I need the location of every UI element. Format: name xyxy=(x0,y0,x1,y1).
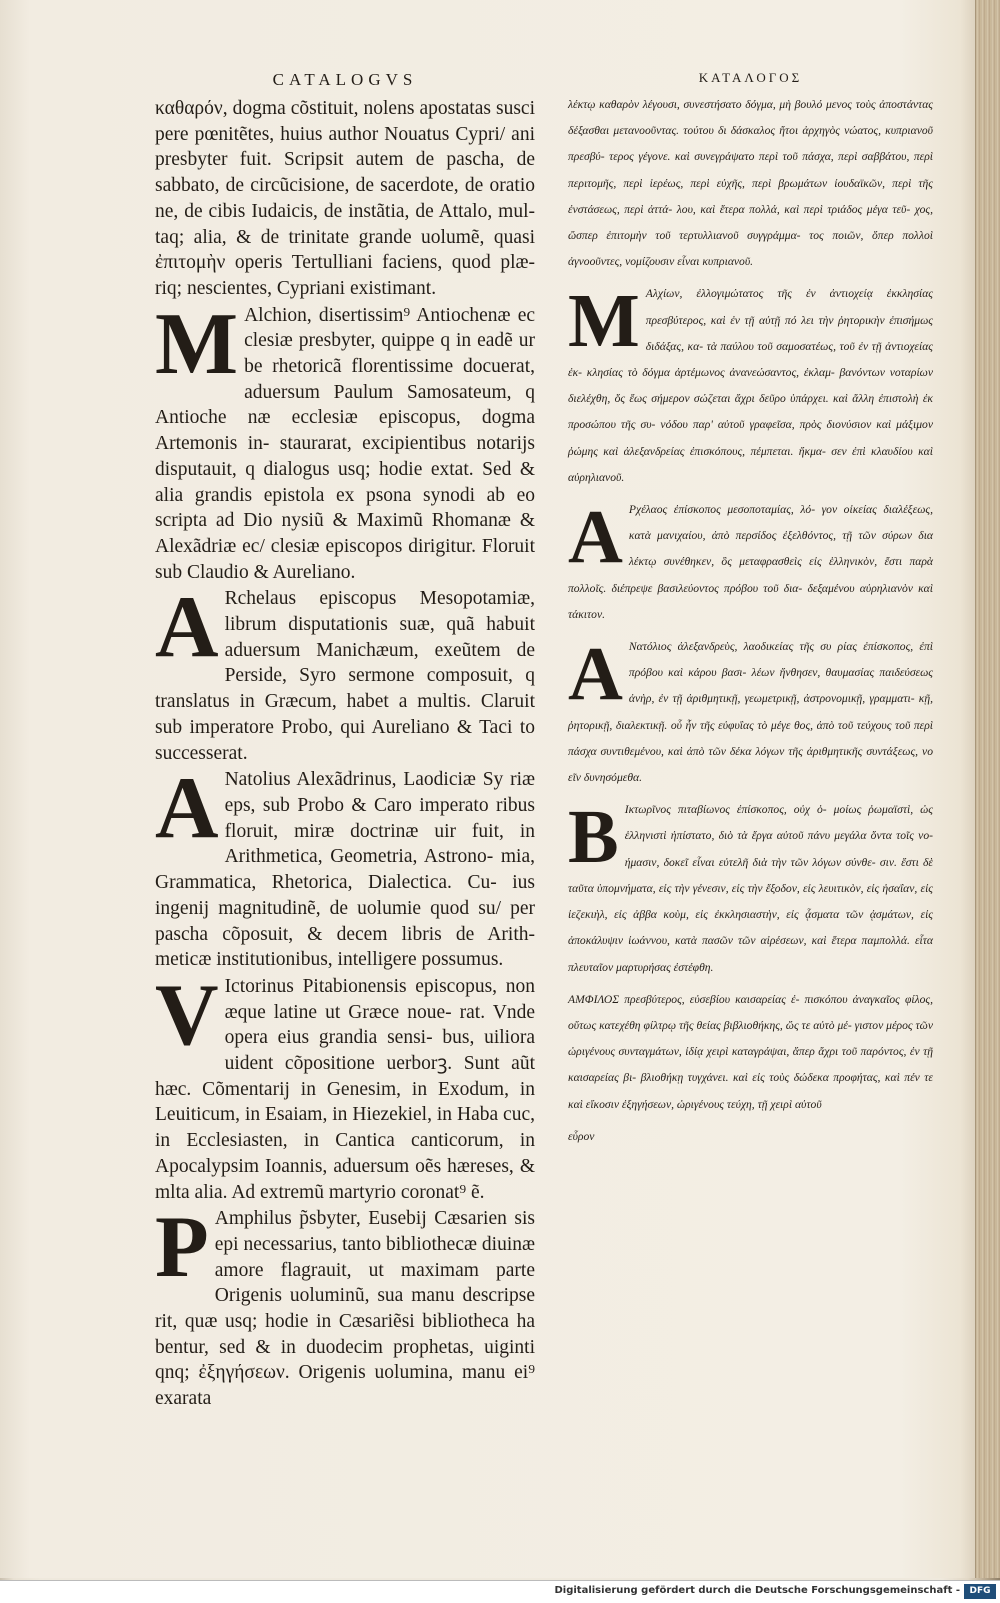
latin-paragraph-text: καθαρόν, dogma cõstituit, nolens apostatas susci pere pœnitẽtes, huius author Nouatus Cypri/ ani presbyter fuit. Scripsit autem de pascha, de sabbato, de circũcisione, de sacerdote, de oratio ne, de cibis Iudaicis, de instãtia, de Attalo, mul- taq; alia, & de trinitate grande uolumẽ, quasi ἐπιτομὴν operis Tertulliani faciens, quod plæ- riq; nescientes, Cypriani existimant. xyxy=(155,98,535,299)
drop-capital: P xyxy=(155,1199,209,1297)
latin-column xyxy=(155,70,535,1413)
digitization-footer xyxy=(0,1580,1000,1603)
greek-paragraph xyxy=(568,634,933,791)
latin-paragraph-text: Natolius Alexãdrinus, Laodiciæ Sy riæ eps, sub Probo & Caro imperato ribus floruit, miræ doctrinæ uir fuit, in Arithmetica, Geometria, Astrono- mia, Grammatica, Rhetorica, Dialectica. Cu- ius ingenij magnitudinẽ, de uolumie quod su/ per pascha cõposuit, & decem libris de Arith- meticæ institutionibus, intelligere possumus. xyxy=(155,769,535,971)
greek-paragraph-text: λέκτῳ καθαρὸν λέγουσι, συνεστήσατο δόγμα, μὴ βουλό μενος τοὺς ἀποστάντας δέξασθαι μετανοοῦντας. τούτου δι δάσκαλος ἤτοι ἀρχηγὸς νώατος, κυπριανοῦ πρεσβύ- τερος γέγονε. καὶ συνεγράψατο περὶ τοῦ πάσχα, περὶ σαββάτου, περὶ περιτομῆς, περὶ ἱερέως, περὶ εὐχῆς, περὶ βρωμάτων ἰουδαϊκῶν, περὶ τῆς ἐνστάσεως, περὶ ἀττά- λου, καὶ ἕτερα πολλά, καὶ περὶ τριάδος μέγα τεῦ- χος, ὥσπερ ἐπιτομὴν τοῦ τερτυλλιανοῦ συγγράμμα- τος ποιῶν, ὅπερ πολλοὶ ἀγνοοῦντες, νομίζουσιν εἶναι κυπριανοῦ. xyxy=(568,98,933,269)
greek-paragraph-text: Ρχέλαος ἐπίσκοπος μεσοποταμίας, λό- γον οἰκείας διαλέξεως, κατὰ μανιχαίου, ἀπὸ περσίδος ἐξελθόντος, τῇ τῶν σύρων δια λέκτῳ συνέθηκεν, ὃς μεταφρασθεὶς εἰς ἑλληνικὸν, ἔστι παρὰ πολλοῖς. διέπρεψε βασιλεύοντος πρόβου τοῦ δια- δεξαμένου αὐρηλιανὸν καὶ τάκιτον. xyxy=(568,503,933,621)
drop-capital: M xyxy=(155,295,239,393)
latin-paragraph xyxy=(155,579,535,766)
latin-paragraph xyxy=(155,966,535,1205)
drop-capital: V xyxy=(155,966,219,1064)
drop-capital: A xyxy=(155,760,219,858)
latin-paragraph xyxy=(155,96,535,302)
latin-running-head: CATALOGVS xyxy=(272,70,418,89)
greek-paragraph-text: Ικτωρῖνος πιταβίωνος ἐπίσκοπος, οὐχ ὁ- μοίως ῥωμαϊστὶ, ὡς ἑλληνιστὶ ἠπίστατο, διὸ τὰ ἔργα αὐτοῦ πάνυ μεγάλα ὄντα τοῖς νο- ήμασιν, δοκεῖ εἶναι εὐτελῆ διὰ τὴν τῶν λόγων σύνθε- σιν. ἔστι δὲ ταῦτα ὑπομνήματα, εἰς τὴν γένεσιν, εἰς τὴν ἔξοδον, εἰς λευιτικὸν, εἰς ἡσαΐαν, εἰς ἰεζεκιὴλ, εἰς ἀββα κοὺμ, εἰς ἐκκλησιαστὴν, εἰς ᾆσματα τῶν ᾀσμάτων, εἰς ἀποκάλυψιν ἰωάννου, κατὰ πασῶν τῶν αἱρέσεων, καὶ ἕτερα παμπολλά. εἶτα πλευταῖον μαρτυρήσας ἐστέφθη. xyxy=(568,803,933,974)
drop-capital: A xyxy=(568,495,623,580)
greek-running-head: ΚΑΤΑΛΟΓΟΣ xyxy=(698,70,803,85)
greek-paragraph xyxy=(568,797,933,980)
page-edges xyxy=(976,0,1000,1578)
drop-capital: B xyxy=(568,795,619,880)
greek-paragraph xyxy=(568,987,933,1118)
greek-paragraph xyxy=(568,1124,933,1150)
greek-column xyxy=(568,70,933,1156)
latin-text-body xyxy=(155,96,535,1412)
latin-paragraph xyxy=(155,295,535,586)
greek-paragraph xyxy=(568,92,933,275)
drop-capital: A xyxy=(568,632,623,717)
latin-paragraph-text: Amphilus p̃sbyter, Eusebij Cæsarien sis epi necessarius, tanto bibliothecæ diuinæ amore flagrauit, ut maximam parte Origenis uoluminũ, sua manu descripse rit, quæ usq; hodie in Cæsariẽsi bibliotheca ha bentur, sed & in duodecim prophetas, uiginti qnq; ἐξηγήσεων. Origenis uolumina, manu ei⁹ exarata xyxy=(155,1208,535,1410)
drop-capital: M xyxy=(568,279,640,364)
greek-paragraph-text: εὗρον xyxy=(568,1129,595,1143)
latin-paragraph-text: Rchelaus episcopus Mesopotamiæ, librum disputationis suæ, quã habuit aduersum Manichæum, exeũtem de Perside, Syro sermone composuit, q translatus in Græcum, habet a multis. Claruit sub imperatore Probo, qui Aureliano & Taci to successerat. xyxy=(155,588,535,764)
latin-paragraph xyxy=(155,760,535,973)
footer-credit: Digitalisierung gefördert durch die Deutsche Forschungsgemeinschaft - xyxy=(554,1585,960,1596)
greek-paragraph-text: Αλχίων, ἐλλογιμώτατος τῆς ἐν ἀντιοχείᾳ ἐκκλησίας πρεσβύτερος, καὶ ἐν τῇ αὐτῇ πό λει τὴν ῥητορικὴν ἐπισήμως διδάξας, κα- τὰ παύλου τοῦ σαμοσατέως, τοῦ ἐν τῇ ἀντιοχείας ἐκ- κλησίας τὸ δόγμα ἀρτέμωνος ἀνανεώσαντος, ἐκλαμ- βανόντων νοταρίων διελέχθη, ὅς ἕως σήμερον σώζεται ἄχρι δεῦρο ὑπάρχει. καὶ ἄλλη ἐπιστολὴ ἐκ προσώπου τῆς συ- νόδου παρ' αὐτοῦ γραφεῖσα, πρὸς διονύσιον καὶ μάξιμον ῥώμης καὶ ἀλεξανδρείας ἐπισκόπους, πέμπεται. ἤκμα- σεν ἐπὶ κλαυδίου καὶ αὐρηλιανοῦ. xyxy=(568,287,933,484)
greek-text-body xyxy=(568,92,933,1150)
greek-paragraph-text: ΑΜΦΙΛΟΣ πρεσβύτερος, εὐσεβίου καισαρείας ἐ- πισκόπου ἀναγκαῖος φίλος, οὕτως κατεχέθη φίλτρῳ τῆς θείας βιβλιοθήκης, ὥς τε αὐτὸ μέ- γιστον μέρος τῶν ὠριγένους συνταγμάτων, ἰδίᾳ χειρὶ καταγράψαι, ἅπερ ἄχρι τοῦ παρόντος, ἐν τῇ καισαρείας βι- βλιοθήκῃ τυγχάνει. καὶ εἰς τοὺς δώδεκα προφήτας, καὶ πέν τε καὶ εἴκοσιν ἐξηγήσεων, ὠριγένους τεύχη, τῇ χειρὶ αὐτοῦ xyxy=(568,992,933,1111)
latin-paragraph-text: Ictorinus Pitabionensis episcopus, non æque latine ut Græce noue- rat. Vnde opera eius grandia sensi- bus, uiliora uident cõpositione uerborꝫ. Sunt aũt hæc. Cõmentarij in Genesim, in Exodum, in Leuiticum, in Esaiam, in Hiezekiel, in Haba cuc, in Ecclesiasten, in Cantica canticorum, in Apocalypsim Ioannis, aduersum oẽs hæreses, & mlta alia. Ad extremũ martyrio coronat⁹ ẽ. xyxy=(155,975,535,1203)
greek-paragraph xyxy=(568,281,933,491)
drop-capital: A xyxy=(155,579,219,677)
latin-paragraph xyxy=(155,1199,535,1412)
greek-paragraph xyxy=(568,497,933,628)
greek-paragraph-text: Νατόλιος ἀλεξανδρεὺς, λαοδικείας τῆς συ ρίας ἐπίσκοπος, ἐπὶ πρόβου καὶ κάρου βασι- λέων ἤνθησεν, θαυμασίας παιδεύσεως ἀνὴρ, ἐν τῇ ἀριθμητικῇ, γεωμετρικῇ, ἀστρονομικῇ, γραμματι- κῇ, ῥητορικῇ, διαλεκτικῇ. οὗ ἦν τῆς εὐφυΐας τὸ μέγε θος, ἀπὸ τοῦ τεύχους τοῦ περὶ πάσχα συντιθεμένου, καὶ ἀπὸ τῶν δέκα λόγων τῆς ἀριθμητικῆς συντάξεως, νο εῖν δυνησόμεθα. xyxy=(568,640,933,785)
latin-paragraph-text: Alchion, disertissim⁹ Antiochenæ ec clesiæ presbyter, quippe q in eadẽ ur be rhetoricã florentissime docuerat, aduersum Paulum Samosateum, q Antioche næ ecclesiæ episcopus, dogma Artemonis in- staurarat, excipientibus notarijs disputauit, q dialogus usq; hodie extat. Sed & alia grandis epistola ex psona synodi ab eo scripta ad Dio nysiũ & Maximũ Rhomanæ & Alexãdriæ ec/ clesiæ episcopos dirigitur. Floruit sub Claudio & Aureliano. xyxy=(155,304,535,583)
dfg-logo: DFG xyxy=(964,1584,996,1599)
